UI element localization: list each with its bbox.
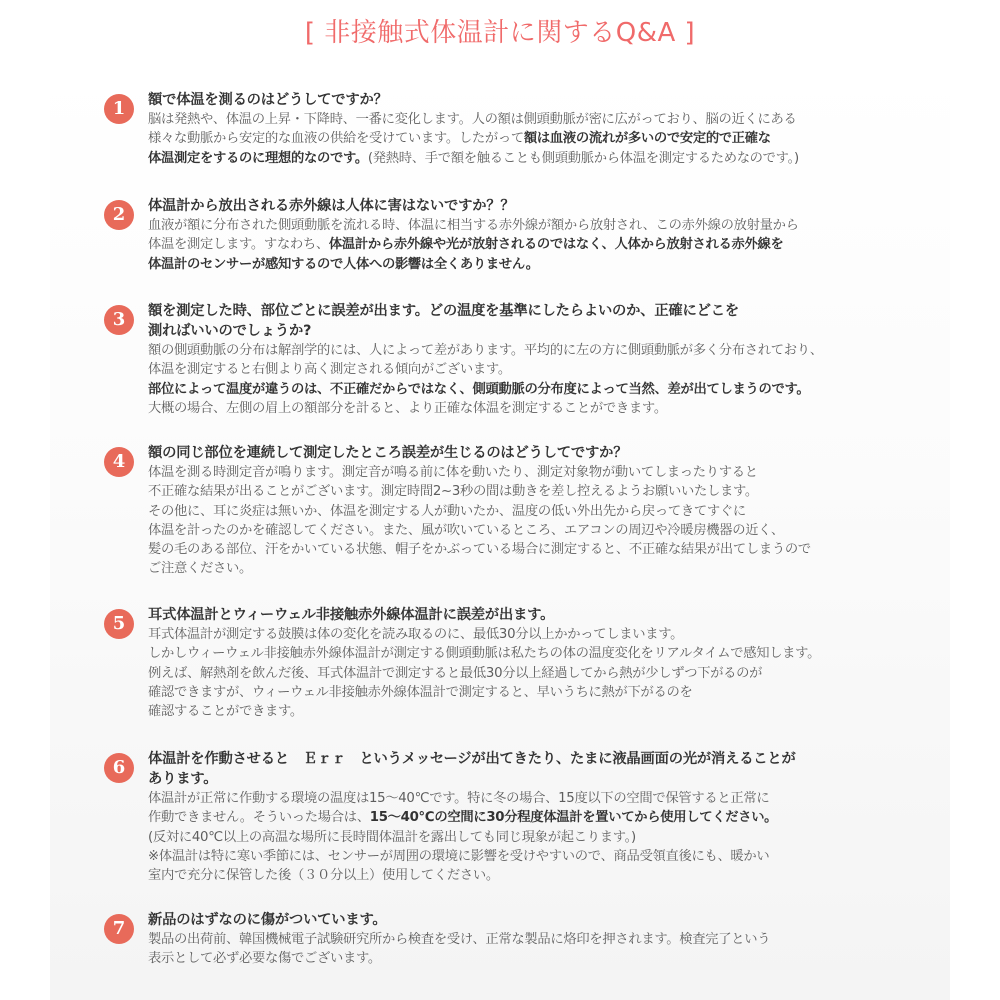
answer-line	[148, 949, 988, 968]
answer-emphasis: 部位によって温度が違うのは、不正確だからではなく、側頭動脈の分布度によって当然、差が出てしまうのです。	[148, 381, 810, 397]
question-line: 額を測定した時、部位ごとに誤差が出ます。どの温度を基準にしたらよいのか、正確にどこを	[148, 303, 739, 319]
answer-line	[148, 235, 988, 254]
answer-text: 体温計が正常に作動する環境の温度は15～40℃です。特に冬の場合、15度以下の空間で保管すると正常に	[148, 791, 770, 806]
answer-text: 体温を測る時測定音が鳴ります。測定音が鳴る前に体を動いたり、測定対象物が動いてしまったりすると	[148, 465, 758, 480]
answer-line	[148, 502, 988, 521]
answer-line	[148, 129, 988, 148]
qa-body	[148, 605, 988, 721]
question-line: 新品のはずなのに傷がついています。	[148, 912, 387, 928]
answer-text: 不正確な結果が出ることがございます。測定時間2~3秒の間は動きを差し控えるようお願いいたします。	[148, 484, 758, 500]
answer-line	[148, 930, 988, 949]
answer-line	[148, 399, 988, 418]
answer-line	[148, 664, 988, 683]
answer-line	[148, 149, 988, 168]
question	[148, 301, 988, 341]
number-badge: 6	[104, 753, 134, 783]
answer-text: ※体温計は特に寒い季節には、センサーが周囲の環境に影響を受けやすいので、商品受領直後にも、暖かい	[148, 848, 770, 864]
answer-line	[148, 110, 988, 129]
question-line: 額で体温を測るのはどうしてですか？	[148, 92, 388, 108]
answer-line	[148, 482, 988, 501]
page-title: [ 非接触式体温計に関するQ&A ]	[304, 18, 696, 48]
answer-text: 耳式体温計が測定する鼓膜は体の変化を読み取るのに、最低30分以上かかってしまいます。	[148, 627, 684, 642]
number-badge: 7	[104, 914, 134, 944]
answer-line	[148, 625, 988, 644]
answer	[148, 789, 988, 885]
answer-line	[148, 380, 988, 399]
question-line: 測ればいいのでしょうか?	[148, 323, 312, 339]
answer-emphasis: 体温計から赤外線や光が放射されるのではなく、人体から放射される赤外線を	[328, 237, 784, 253]
answer-line	[148, 866, 988, 885]
answer-text: その他に、耳に炎症は無いか、体温を測定する人が動いたか、温度の低い外出先から戻ってきてすぐに	[148, 503, 746, 519]
question-line: あります。	[148, 771, 218, 787]
answer-emphasis: 体温測定をするのに理想的なのです。	[148, 150, 368, 166]
answer-text: 確認できますが、ウィーウェル非接触赤外線体温計で測定すると、早いうちに熱が下がるのを	[148, 684, 693, 700]
answer-text: (発熱時、手で額を触ることも側頭動脈から体温を測定するためなのです。)	[367, 150, 799, 166]
answer-emphasis: 額は血液の流れが多いので安定的で正確な	[523, 131, 771, 147]
answer-text: 製品の出荷前、韓国機械電子試験研究所から検査を受け、正常な製品に烙印を押されます。検査完了という	[148, 932, 771, 947]
answer	[148, 463, 988, 579]
answer	[148, 625, 988, 721]
answer-text: 血液が額に分布された側頭動脈を流れる時、体温に相当する赤外線が額から放射され、この赤外線の放射量から	[148, 218, 799, 233]
question-line: 耳式体温計とウィーウェル非接触赤外線体温計に誤差が出ます。	[148, 607, 555, 623]
answer-text: 作動できません。そういった場合は、	[148, 810, 370, 826]
answer-line	[148, 847, 988, 866]
answer-text: 脳は発熱や、体温の上昇・下降時、一番に変化します。人の額は側頭動脈が密に広がっており、脳の近くにある	[148, 112, 797, 127]
question-line: 額の同じ部位を連続して測定したところ誤差が生じるのはどうしてですか？	[148, 445, 628, 461]
qa-body	[148, 196, 988, 274]
answer-text: 体温を計ったのかを確認してください。また、風が吹いているところ、エアコンの周辺や冷暖房機器の近く、	[148, 522, 784, 538]
qa-body	[148, 749, 988, 885]
answer-line	[148, 644, 988, 663]
answer-line	[148, 683, 988, 702]
answer-line	[148, 255, 988, 274]
number-badge: 1	[104, 94, 134, 124]
answer	[148, 341, 988, 418]
answer	[148, 216, 988, 274]
question	[148, 749, 988, 789]
number-badge: 4	[104, 447, 134, 477]
answer	[148, 930, 988, 969]
answer-line	[148, 540, 988, 559]
answer-text: 表示として必ず必要な傷でございます。	[148, 951, 381, 967]
answer-line	[148, 360, 988, 379]
answer-text: 額の側頭動脈の分布は解剖学的には、人によって差があります。平均的に左の方に側頭動脈が多く分布されており、	[148, 343, 823, 358]
answer-text: しかしウィーウェル非接触赤外線体温計が測定する側頭動脈は私たちの体の温度変化をリアルタイムで感知します。	[148, 646, 821, 662]
answer-text: 例えば、解熱剤を飲んだ後、耳式体温計で測定すると最低30分以上経過してから熱が少しずつ下がるのが	[148, 665, 763, 681]
answer-text: 体温を測定します。すなわち、	[148, 237, 329, 253]
question-line: 体温計を作動させると Ｅｒｒ というメッセージが出てきたり、たまに液晶画面の光が消えることが	[148, 751, 796, 767]
answer	[148, 110, 988, 168]
qa-body	[148, 443, 988, 579]
question	[148, 605, 988, 625]
answer-line	[148, 789, 988, 808]
number-badge: 2	[104, 200, 134, 230]
question-line: 体温計から放出される赤外線は人体に害はないですか？？	[148, 198, 515, 214]
answer-text: 様々な動脈から安定的な血液の供給を受けています。したがって	[148, 131, 524, 147]
answer-line	[148, 808, 988, 827]
qa-body	[148, 90, 988, 168]
answer-line	[148, 521, 988, 540]
qa-body	[148, 910, 988, 969]
number-badge: 5	[104, 609, 134, 639]
answer-line	[148, 341, 988, 360]
question	[148, 910, 988, 930]
question	[148, 196, 988, 216]
qa-body	[148, 301, 988, 418]
answer-emphasis: 15～40℃の空間に30分程度体温計を置いてから使用してください。	[369, 810, 778, 826]
question	[148, 443, 988, 463]
question	[148, 90, 988, 110]
number-badge: 3	[104, 305, 134, 335]
answer-text: ご注意ください。	[148, 561, 252, 577]
answer-line	[148, 463, 988, 482]
answer-text: 髪の毛のある部位、汗をかいている状態、帽子をかぶっている場合に測定すると、不正確な結果が出てしまうので	[148, 542, 811, 558]
answer-text: 確認することができます。	[148, 704, 303, 720]
answer-text: (反対に40℃以上の高温な場所に長時間体温計を露出しても同じ現象が起こります。)	[148, 829, 636, 845]
answer-emphasis: 体温計のセンサーが感知するので人体への影響は全くありません。	[148, 256, 539, 272]
answer-text: 体温を測定すると右側より高く測定される傾向がございます。	[148, 362, 511, 378]
answer-line	[148, 828, 988, 847]
answer-line	[148, 216, 988, 235]
answer-text: 大概の場合、左側の眉上の額部分を計ると、より正確な体温を測定することができます。	[148, 400, 667, 416]
answer-line	[148, 559, 988, 578]
answer-text: 室内で充分に保管した後（３０分以上）使用してください。	[148, 868, 499, 884]
answer-line	[148, 702, 988, 721]
